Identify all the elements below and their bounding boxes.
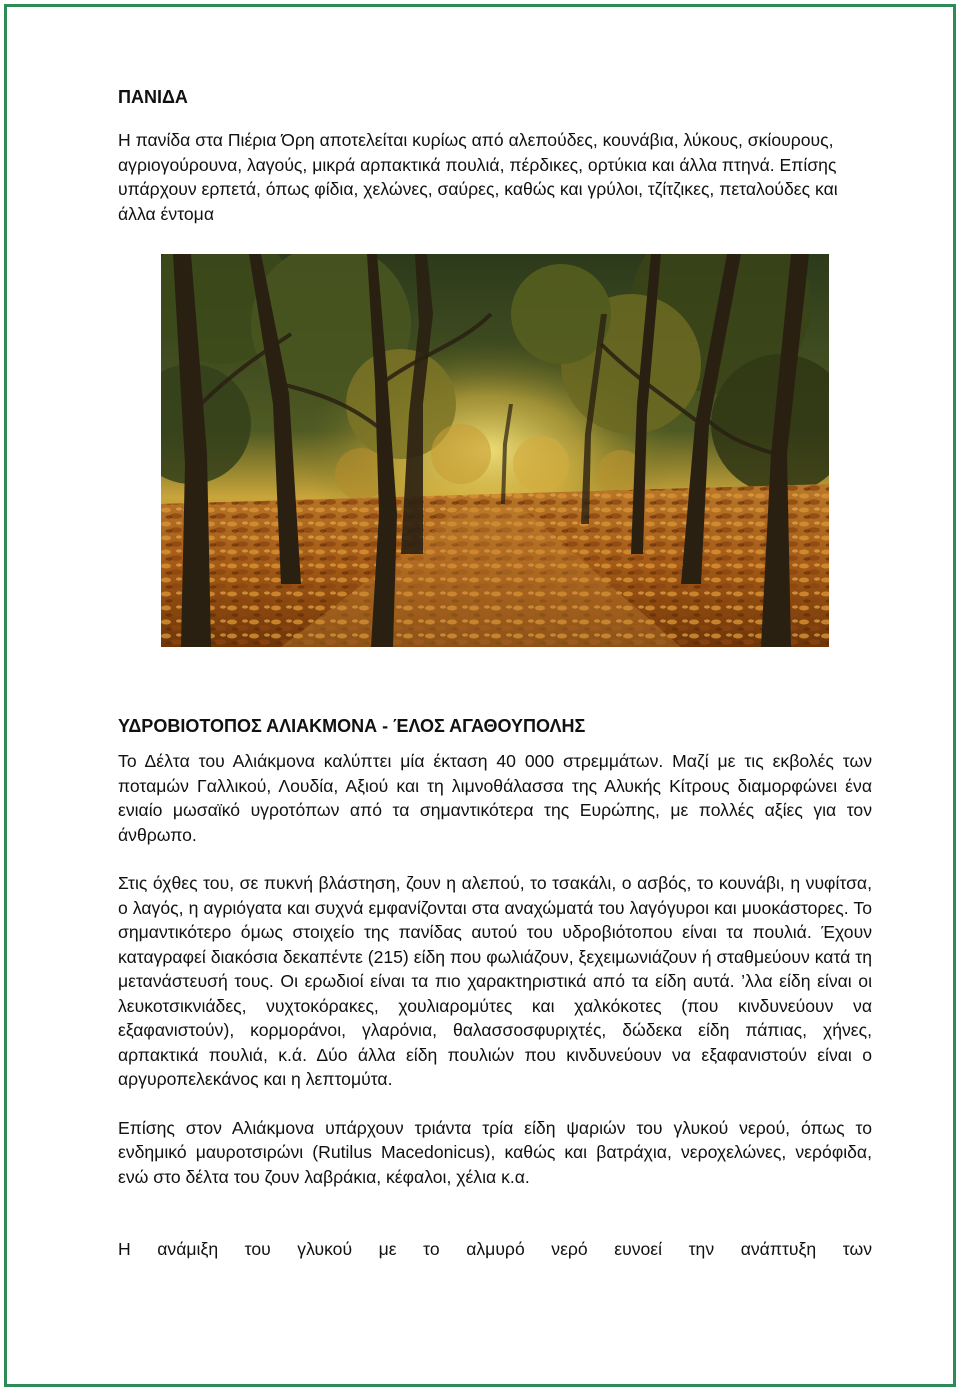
fauna-paragraph: Η πανίδα στα Πιέρια Όρη αποτελείται κυρίως από αλεπούδες, κουνάβια, λύκους, σκίουρους, αγριογούρουνα, λαγούς, μικρά αρπακτικά πουλιά, πέρδικες, ορτύκια και άλλα πτηνά. Επίσης υπάρχουν ερπετά, όπως φίδια, χελώνες, σαύρες, καθώς και γρύλοι, τζίτζικες, πεταλούδες και άλλα έντομα (118, 130, 838, 224)
wetland-heading: ΥΔΡΟΒΙΟΤΟΠΟΣ ΑΛΙΑΚΜΟΝΑ - ΈΛΟΣ ΑΓΑΘΟΥΠΟΛΗΣ (118, 716, 586, 736)
autumn-forest-photo (161, 254, 829, 647)
wetland-paragraph-2: Στις όχθες του, σε πυκνή βλάστηση, ζουν η αλεπού, το τσακάλι, ο ασβός, το κουνάβι, η νυφίτσα, ο λαγός, η αγριόγατα και συχνά εμφανίζονται στα αναχώματά του λαγόγυροι και μυοκάστορες. Το σημαντικότερο όμως στοιχείο της πανίδας αυτού του υδροβιότοπου είναι τα πουλιά. Έχουν καταγραφεί διακόσια δεκαπέντε (215) είδη που φωλιάζουν, ξεχειμωνιάζουν ή σταθμεύουν κατά τη μετανάστευσή τους. Οι ερωδιοί είναι τα πιο χαρακτηριστικά από τα είδη αυτά. ’λλα είδη είναι οι λευκοτσικνιάδες, νυχτοκόρακες, χουλιαρομύτες και χαλκόκοτες (που κινδυνεύουν να εξαφανιστούν), κορμοράνοι, γλαρόνια, θαλασσοσφυριχτές, δώδεκα είδη πάπιας, χήνες, αρπακτικά πουλιά, κ.ά. Δύο άλλα είδη πουλιών που κινδυνεύουν να εξαφανιστούν είναι ο αργυροπελεκάνος και η λεπτομύτα. (118, 873, 872, 1089)
page-content (118, 84, 872, 1262)
fauna-heading: ΠΑΝΙΔΑ (118, 87, 188, 107)
wetland-paragraph-3: Επίσης στον Αλιάκμονα υπάρχουν τριάντα τρία είδη ψαριών του γλυκού νερού, όπως το ενδημικό μαυροτσιρώνι (Rutilus Macedonicus), καθώς και βατράχια, νεροχελώνες, νερόφιδα, ενώ στο δέλτα του ζουν λαβράκια, κέφαλοι, χέλια κ.α. (118, 1117, 872, 1187)
wetland-paragraph-4: Η ανάμιξη του γλυκού με το αλμυρό νερό ευνοεί την ανάπτυξη των (118, 1239, 872, 1259)
wetland-paragraph-1: Το Δέλτα του Αλιάκμονα καλύπτει μία έκταση 40 000 στρεμμάτων. Μαζί με τις εκβολές των ποταμών Γαλλικού, Λουδία, Αξιού και τη λιμνοθάλασσα της Αλυκής Κίτρους διαμορφώνει ένα ενιαίο μωσαϊκό υγροτόπων από τα σημαντικότερα της Ευρώπης, με πολλές αξίες για τον άνθρωπο. (118, 751, 872, 845)
